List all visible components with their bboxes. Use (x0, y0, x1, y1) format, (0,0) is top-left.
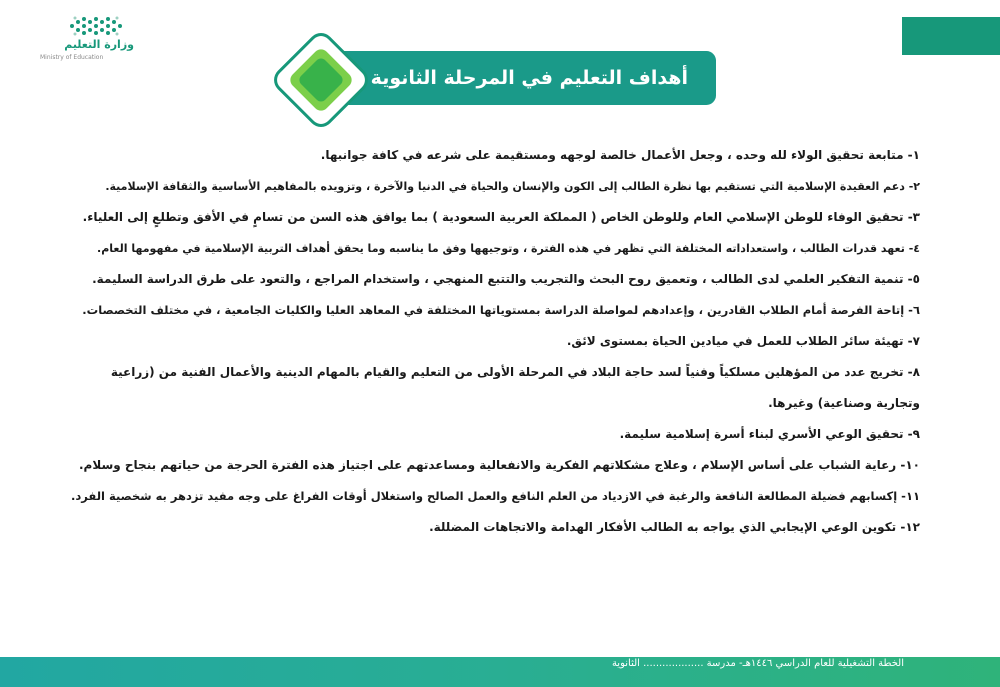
goal-item-12: ١٢- تكوين الوعي الإيجابي الذي يواجه به الطالب الأفكار الهدامة والاتجاهات المضللة. (429, 520, 920, 534)
footer-text: الخطة التشغيلية للعام الدراسي ١٤٤٦هـ- مدرسة ................... الثانوية (611, 658, 904, 669)
goal-item-10: ١٠- رعاية الشباب على أساس الإسلام ، وعلاج مشكلاتهم الفكرية والانفعالية ومساعدتهم على اجتياز هذه الفترة الحرجة من حياتهم بنجاح وسلام. (78, 458, 920, 472)
goal-item-9: ٩- تحقيق الوعي الأسري لبناء أسرة إسلامية سليمة. (619, 427, 920, 441)
goal-item-11: ١١- إكسابهم فضيلة المطالعة النافعة والرغبة في الازدياد من العلم النافع والعمل الصالح واستغلال أوقات الفراغ على وجه مفيد تزدهر به شخصية الفرد. (71, 489, 920, 503)
goal-item-1: ١- متابعة تحقيق الولاء لله وحده ، وجعل الأعمال خالصة لوجهه ومستقيمة على شرعه في كافة جوانبها. (320, 148, 920, 162)
goal-item-5: ٥- تنمية التفكير العلمي لدى الطالب ، وتعميق روح البحث والتجريب والتتبع المنهجي ، واستخدام المراجع ، والتعود على طرق الدراسة السليمة. (92, 272, 920, 286)
logo-subtitle: Ministry of Education (40, 54, 104, 61)
page-title: أهداف التعليم في المرحلة الثانوية (370, 67, 688, 89)
goal-item-6: ٦- إتاحة الفرصة أمام الطلاب القادرين ، وإعدادهم لمواصلة الدراسة بمستوياتها المختلفة في المعاهد العليا والكليات الجامعية ، في مختلف التخصصات. (82, 303, 920, 317)
goal-item-7: ٧- تهيئة سائر الطلاب للعمل في ميادين الحياة بمستوى لائق. (566, 334, 920, 348)
goal-item-2: ٢- دعم العقيدة الإسلامية التي تستقيم بها نظرة الطالب إلى الكون والإنسان والحياة في الدنيا والآخرة ، وتزويده بالمفاهيم الأساسية والثقافة الإسلامية. (105, 180, 920, 193)
goal-item-8: ٨- تخريج عدد من المؤهلين مسلكياً وفنياً لسد حاجة البلاد في المرحلة الأولى من التعليم والقيام بالمهام الدينية والأعمال الفنية من (زراعية وتجارية وصناعية) وغيرها. (110, 365, 920, 410)
goal-item-4: ٤- تعهد قدرات الطالب ، واستعداداته المختلفة التي تظهر في هذه الفترة ، وتوجيهها وفق ما يناسبه وما يحقق أهداف التربية الإسلامية في مفهومها العام. (97, 242, 920, 255)
goal-item-3: ٣- تحقيق الوفاء للوطن الإسلامي العام وللوطن الخاص ( المملكة العربية السعودية ) بما يوافق هذه السن من تسامٍ في الأفق وتطلعٍ إلى العلياء. (82, 210, 920, 224)
logo-name: وزارة التعليم (64, 38, 134, 51)
goals-list (70, 140, 920, 543)
ministry-logo (34, 14, 134, 64)
footer-bar (0, 657, 1000, 687)
top-accent-bar (902, 17, 1000, 55)
logo-dots-icon (66, 14, 126, 38)
